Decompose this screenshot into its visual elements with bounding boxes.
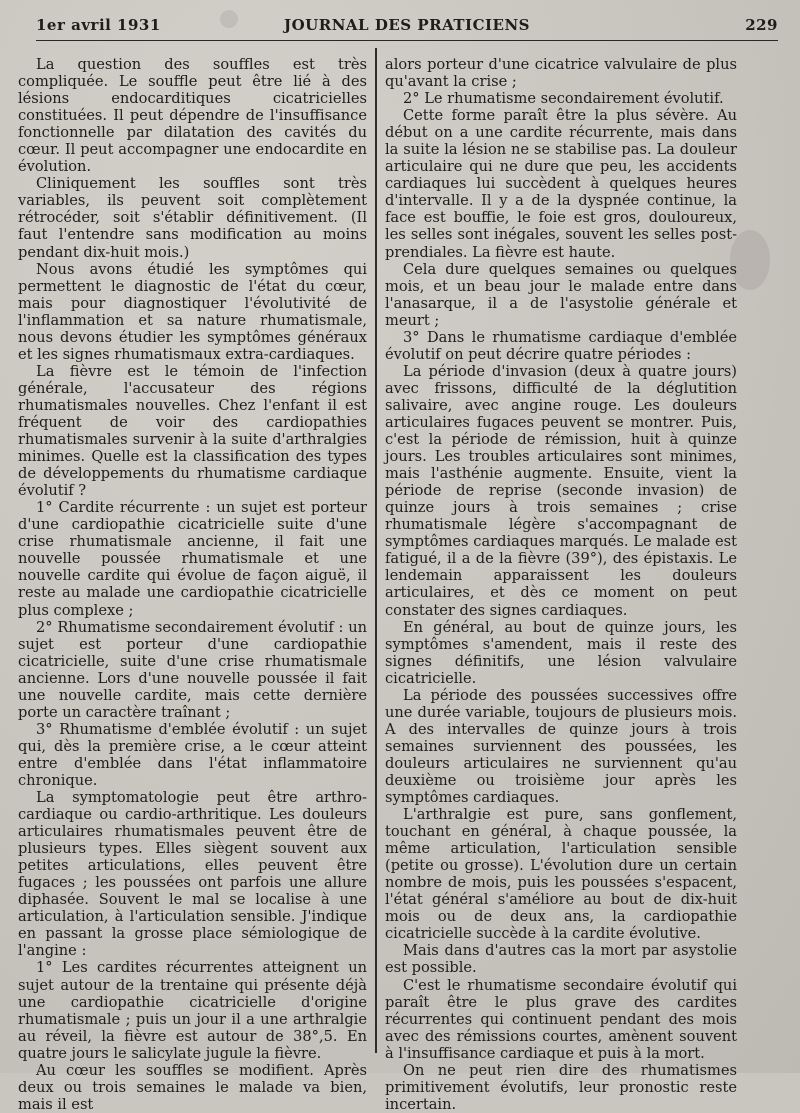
paragraph: Cliniquement les souffles sont très variables, ils peuvent soit complètement rétrocéder, soit s'établir définitivement. (Il faut l'entendre sans modification au moins pendant dix-huit mois.) bbox=[18, 175, 367, 261]
paragraph: Nous avons étudié les symptômes qui permettent le diagnostic de l'état du cœur, mais pour diagnostiquer l'évolutivité de l'inflammation et sa nature rhumatismale, nous devons étudier les symptômes généraux et les signes rhumatismaux extra-cardiaques. bbox=[18, 260, 367, 363]
running-header bbox=[36, 14, 778, 41]
paragraph: C'est le rhumatisme secondaire évolutif qui paraît être le plus grave des cardites récurrentes qui continuent pendant des mois avec des rémissions courtes, amènent souvent à l'insuffisance cardiaque et puis à la mort. bbox=[385, 976, 737, 1062]
paragraph: 3° Dans le rhumatisme cardiaque d'emblée évolutif on peut décrire quatre périodes : bbox=[385, 328, 737, 363]
paragraph: 3° Rhumatisme d'emblée évolutif : un sujet qui, dès la première crise, a le cœur atteint entre d'emblée dans l'état inflammatoire chronique. bbox=[18, 720, 367, 789]
paragraph: Cela dure quelques semaines ou quelques mois, et un beau jour le malade entre dans l'anasarque, il a de l'asystolie générale et meurt ; bbox=[385, 260, 737, 329]
paragraph: La fièvre est le témoin de l'infection générale, l'accusateur des régions rhumatismales nouvelles. Chez l'enfant il est fréquent de voir des cardiopathies rhumatismales survenir à la suite d'arthralgies minimes. Quelle est la classification des types de développements du rhumatisme cardiaque évolutif ? bbox=[18, 362, 367, 500]
column-divider bbox=[375, 48, 377, 1053]
issue-date: 1er avril 1931 bbox=[36, 16, 161, 34]
paragraph: L'arthralgie est pure, sans gonflement, touchant en général, à chaque poussée, la même articulation, l'articulation sensible (petite ou grosse). L'évolution dure un certain nombre de mois, puis les poussées s'espacent, l'état général s'améliore au bout de dix-huit mois ou de deux ans, la cardiopathie cicatricielle succède à la cardite évolutive. bbox=[385, 806, 737, 943]
paragraph: Cette forme paraît être la plus sévère. Au début on a une cardite récurrente, mais dans la suite la lésion ne se stabilise pas. La douleur articulaire qui ne dure que peu, les accidents cardiaques lui succèdent à quelques heures d'intervalle. Il y a de la dyspnée continue, la face est bouffie, le foie est gros, douloureux, les selles sont inégales, souvent les selles post-prendiales. La fièvre est haute. bbox=[385, 107, 737, 261]
paragraph: La période d'invasion (deux à quatre jours) avec frissons, difficulté de la déglutition salivaire, avec angine rouge. Les douleurs articulaires fugaces peuvent se montrer. Puis, c'est la période de rémission, huit à quinze jours. Les troubles articulaires sont minimes, mais l'asthénie augmente. Ensuite, vient la période de reprise (seconde invasion) de quinze jours à trois semaines ; crise rhumatismale légère s'accompagnant de symptômes cardiaques marqués. Le malade est fatigué, il a de la fièvre (39°), des épistaxis. Le lendemain apparaissent les douleurs articulaires, et dès ce moment on peut constater des signes cardiaques. bbox=[385, 362, 737, 619]
paragraph: 2° Rhumatisme secondairement évolutif : un sujet est porteur d'une cardiopathie cicatricielle, suite d'une crise rhumatismale ancienne. Lors d'une nouvelle poussée il fait une nouvelle cardite, mais cette dernière porte un caractère traînant ; bbox=[18, 618, 367, 721]
paragraph: En général, au bout de quinze jours, les symptômes s'amendent, mais il reste des signes définitifs, une lésion valvulaire cicatricielle. bbox=[385, 618, 737, 687]
paragraph: On ne peut rien dire des rhumatismes primitivement évolutifs, leur pronostic reste incertain. bbox=[385, 1061, 737, 1113]
paragraph-continuation: alors porteur d'une cicatrice valvulaire de plus qu'avant la crise ; bbox=[385, 56, 737, 91]
paragraph: La symptomatologie peut être arthro-cardiaque ou cardio-arthritique. Les douleurs articulaires rhumatismales peuvent être de plusieurs types. Elles siègent souvent aux petites articulations, elles peuvent être fugaces ; les poussées ont parfois une allure diphasée. Souvent le mal se localise à une articulation, à l'articulation sensible. J'indique en passant la grosse place sémiologique de l'angine : bbox=[18, 789, 367, 960]
left-column bbox=[18, 56, 367, 1113]
paragraph: La période des poussées successives offre une durée variable, toujours de plusieurs mois. A des intervalles de quinze jours à trois semaines surviennent des poussées, les douleurs articulaires ne surviennent qu'au deuxième ou troisième jour après les symptômes cardiaques. bbox=[385, 686, 737, 807]
journal-title: JOURNAL DES PRATICIENS bbox=[284, 16, 530, 34]
paragraph: La question des souffles est très compliquée. Le souffle peut être lié à des lésions endocarditiques cicatricielles constituées. Il peut dépendre de l'insuffisance fonctionnelle par dilatation des cavités du cœur. Il peut accompagner une endocardite en évolution. bbox=[18, 56, 367, 176]
right-column bbox=[385, 56, 737, 1113]
page-number: 229 bbox=[745, 16, 778, 34]
section-heading: 2° Le rhumatisme secondairement évolutif. bbox=[403, 90, 724, 108]
paragraph: Au cœur les souffles se modifient. Après deux ou trois semaines le malade va bien, mais il est bbox=[18, 1061, 367, 1113]
paragraph: Mais dans d'autres cas la mort par asystolie est possible. bbox=[385, 942, 737, 977]
paragraph: 1° Cardite récurrente : un sujet est porteur d'une cardiopathie cicatricielle suite d'une crise rhumatismale ancienne, il fait une nouvelle poussée rhumatismale et une nouvelle cardite qui évolue de façon aiguë, il reste au malade une cardiopathie cicatricielle plus complexe ; bbox=[18, 499, 367, 619]
paragraph: 1° Les cardites récurrentes atteignent un sujet autour de la trentaine qui présente déjà une cardiopathie cicatricielle d'origine rhumatismale ; puis un jour il a une arthralgie au réveil, la fièvre est autour de 38°,5. En quatre jours le salicylate jugule la fièvre. bbox=[18, 959, 367, 1062]
